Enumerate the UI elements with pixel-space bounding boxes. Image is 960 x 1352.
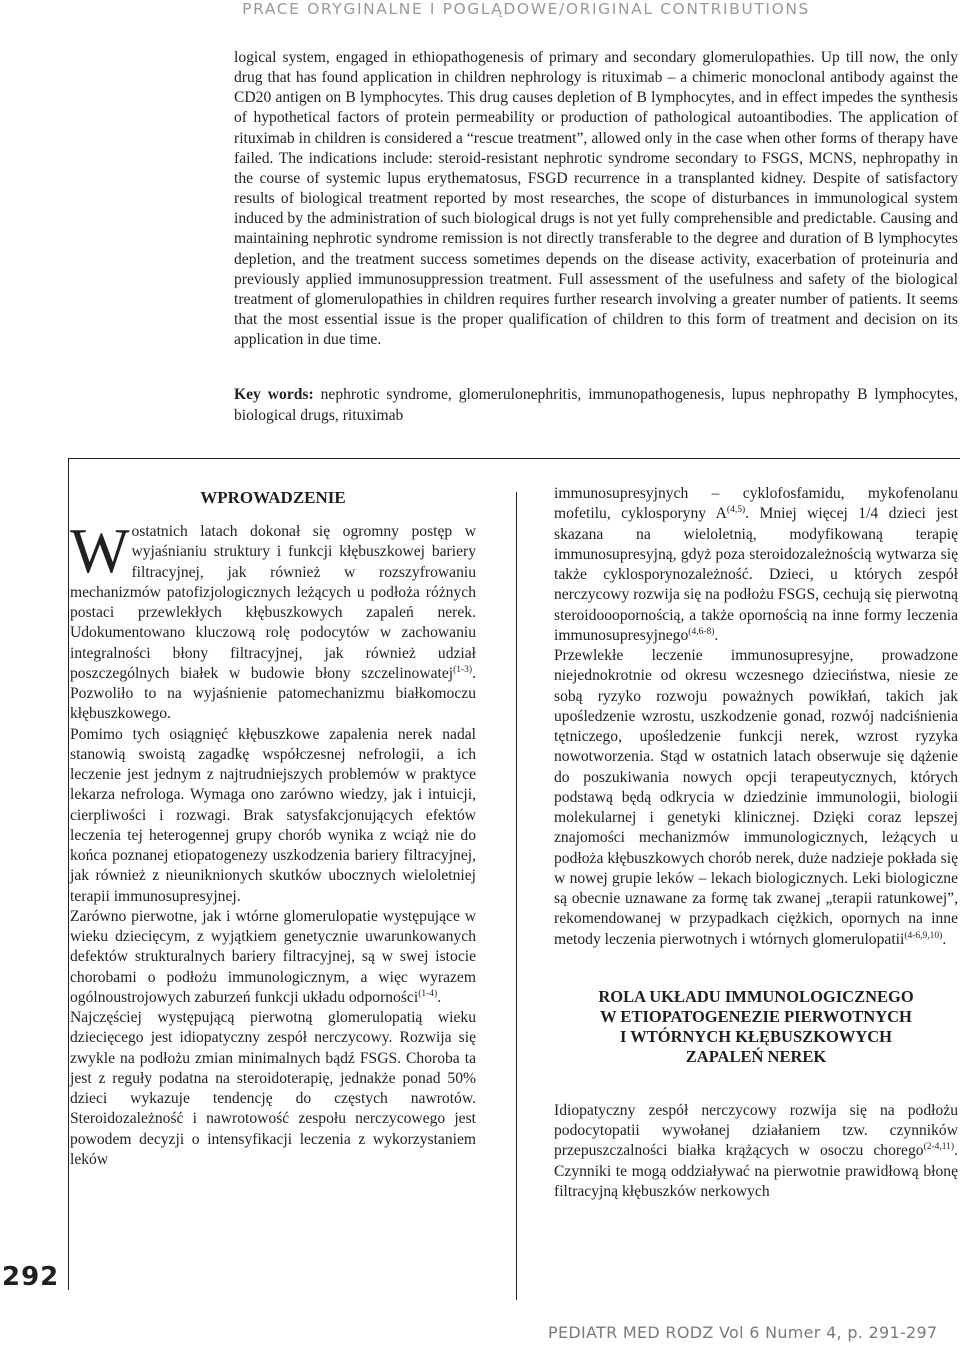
paragraph: Najczęściej występującą pierwotną glomerulopatią wieku dziecięcego jest idiopatyczny zespół nerczycowy. Rozwija się zwykle na podłożu zmian minimalnych bądź FSGS. Choroba ta jest z reguły podatna na steroidoterapię, jednakże ponad 50% dzieci wykazuje tendencję do częstych nawrotów. Steroidozależność i nawrotowość zespołu nerczycowego jest powodem decyzji o intensyfikacji leczenia z wykorzystaniem leków [70, 1009, 476, 1168]
section-heading-introduction: WPROWADZENIE [200, 488, 346, 507]
footer-journal: PEDIATR MED RODZ Vol 6 Numer 4, p. 291-297 [548, 1323, 938, 1342]
paragraph-text: . [714, 626, 719, 644]
column-divider [516, 492, 517, 1300]
paragraph-text: Zarówno pierwotne, jak i wtórne glomerulopatie występujące w wieku dziecięcym, z wyjątkiem genetycznie uwarunkowanych defektów strukturalnych bariery filtracyjnej, są w swej istocie chorobami o podłożu immunologicznym, a więc wyrazem ogólnoustrojowych zaburzeń funkcji układu odporności [70, 907, 476, 1006]
left-column [70, 487, 476, 1170]
running-head: PRACE ORYGINALNE I POGLĄDOWE/ORIGINAL CONTRIBUTIONS [242, 0, 810, 18]
right-column [554, 484, 958, 1202]
citation: (1-4) [418, 988, 438, 999]
citation: (2-4,11) [923, 1142, 955, 1153]
paragraph-text: . Mniej więcej 1/4 dzieci jest skazana na wieloletnią, modyfikowaną terapię immunosupresyjną, gdyż poza steroidozależnością wytwarza się także cyklosporynozależność. Dzieci, u których zespół nerczycowy rozwija się na podłożu FSGS, cechują się pierwotną steroidooopornością, a także opornością na inne formy leczenia immunosupresyjnego [554, 505, 959, 644]
citation: (4,5) [726, 505, 746, 516]
heading-line: ROLA UKŁADU IMMUNOLOGICZNEGO [598, 986, 914, 1006]
keywords [234, 385, 958, 426]
paragraph-text: Przewlekłe leczenie immunosupresyjne, prowadzone niejednokrotnie od okresu wczesnego dzieciństwa, niesie ze sobą ryzyko rozwoju poważnych powikłań, takich jak upośledzenie wzrostu, uszkodzenie gonad, rozwój nadciśnienia tętniczego, upośledzenie funkcji nerek, wzrost ryzyka nowotworzenia. Stąd w ostatnich latach obserwuje się dążenie do poszukiwania nowych opcji terapeutycznych, których podstawą będą odkrycia w dziedzinie immunologii, biologii molekularnej i genetyki klinicznej. Dzięki coraz lepszej znajomości mechanizmów immunologicznych, leżących u podłoża kłębuszkowych chorób nerek, duże nadzieje pokłada się w nowej grupie leków – lekach biologicznych. Leki biologiczne są obecnie uznawane za formę tak zwanej „terapii ratunkowej”, rekomendowanej w przypadkach ciężkich, opornych na inne metody leczenia pierwotnych i wtórnych glomerulopatii [554, 647, 958, 948]
paragraph [554, 484, 958, 646]
citation: (4,6-8) [688, 626, 715, 637]
left-margin-rule [68, 458, 69, 1290]
paragraph-text: Idiopatyczny zespół nerczycowy rozwija się na podłożu podocytopatii wywołanej działaniem tzw. czynników przepuszczalności białka krążących w osoczu chorego [554, 1101, 958, 1160]
paragraph [554, 646, 958, 950]
keywords-text: nephrotic syndrome, glomerulonephritis, immunopathogenesis, lupus nephropathy B lymphocytes, biological drugs, rituximab [234, 386, 959, 424]
paragraph-text: . Czynniki te mogą oddziaływać na pierwotnie prawidłową błonę filtracyjną kłębuszków nerkowych [554, 1142, 958, 1200]
page-number: 292 [2, 1262, 60, 1292]
heading-line: W ETIOPATOGENEZIE PIERWOTNYCH [600, 1006, 912, 1026]
citation: (1-3) [453, 664, 473, 675]
paragraph [554, 1101, 958, 1202]
paragraph [70, 907, 476, 1008]
drop-cap: W [70, 516, 130, 586]
paragraph-text: ostatnich latach dokonał się ogromny postęp w wyjaśnianiu struktury i funkcji kłębuszkowej bariery filtracyjnej, jak również w rozszyfrowaniu mechanizmów patofizjologicznych leżących u podłoża różnych postaci przewlekłych kłębuszkowych zapaleń nerek. Udokumentowano kluczową rolę podocytów w zachowaniu integralności błony filtracyjnej, jak również udział poszczególnych białek w budowie błony szczelinowatej [70, 523, 476, 682]
paragraph-text: . Pozwoliło to na wyjaśnienie patomechanizmu białkomoczu kłębuszkowego. [70, 664, 476, 723]
paragraph-text: . [437, 988, 442, 1006]
abstract [234, 48, 958, 350]
section-heading-immunology [554, 987, 958, 1067]
heading-line: ZAPALEŃ NEREK [685, 1046, 827, 1066]
paragraph-text: immunosupresyjnych – cyklofosfamidu, mykofenolanu mofetilu, cyklosporyny A [554, 485, 958, 523]
keywords-label: Key words: [234, 386, 314, 403]
heading-line: I WTÓRNYCH KŁĘBUSZKOWYCH [620, 1026, 892, 1046]
paragraph: Pomimo tych osiągnięć kłębuszkowe zapalenia nerek nadal stanowią swoistą zagadkę współczesnej nefrologii, a ich leczenie jest jednym z najtrudniejszych problemów w praktyce lekarza nefrologa. Wymaga ono zarówno wiedzy, jak i intuicji, cierpliwości i rozwagi. Brak satysfakcjonujących efektów leczenia tej heterogennej grupy chorób wynika z wciąż nie do końca poznanej etiopatogenezy uszkodzenia bariery filtracyjnej, jak również z nieuniknionych skutków ubocznych wieloletniej terapii immunosupresyjnej. [70, 725, 476, 905]
citation: (4-6,9,10) [904, 930, 943, 941]
paragraph-text: . [942, 930, 947, 948]
abstract-text: logical system, engaged in ethiopathogenesis of primary and secondary glomerulopathies. Up till now, the only drug that has found application in children nephrology is rituximab – a chimeric monoclonal antibody against the CD20 antigen on B lymphocytes. This drug causes depletion of B lymphocytes, and in effect impedes the synthesis of hypothetical factors of protein permeability or production of pathological autoantibodies. The application of rituximab in children is considered a “rescue treatment”, allowed only in the case when other forms of therapy have failed. The indications include: steroid-resistant nephrotic syndrome secondary to FSGS, MCNS, nephropathy in the course of systemic lupus erythematosus, FSGD recurrence in a transplanted kidney. Despite of satisfactory results of biological treatment reported by most researches, the scope of disturbances in immunological system induced by the administration of such biological drugs is not yet fully comprehensible and predictable. Causing and maintaining nephrotic syndrome remission is not directly transferable to the degree and duration of B lymphocytes depletion, and the treatment success sometimes depends on the disease activity, exacerbation of proteinuria and previously applied immunosuppression treatment. Full assessment of the usefulness and safety of the biological treatment of glomerulopathies in children requires further research involving a greater number of patients. It seems that the most essential issue is the proper qualification of children to this form of treatment and decision on its application in due time. [234, 49, 958, 349]
paragraph [70, 516, 476, 725]
horizontal-rule [68, 458, 960, 459]
